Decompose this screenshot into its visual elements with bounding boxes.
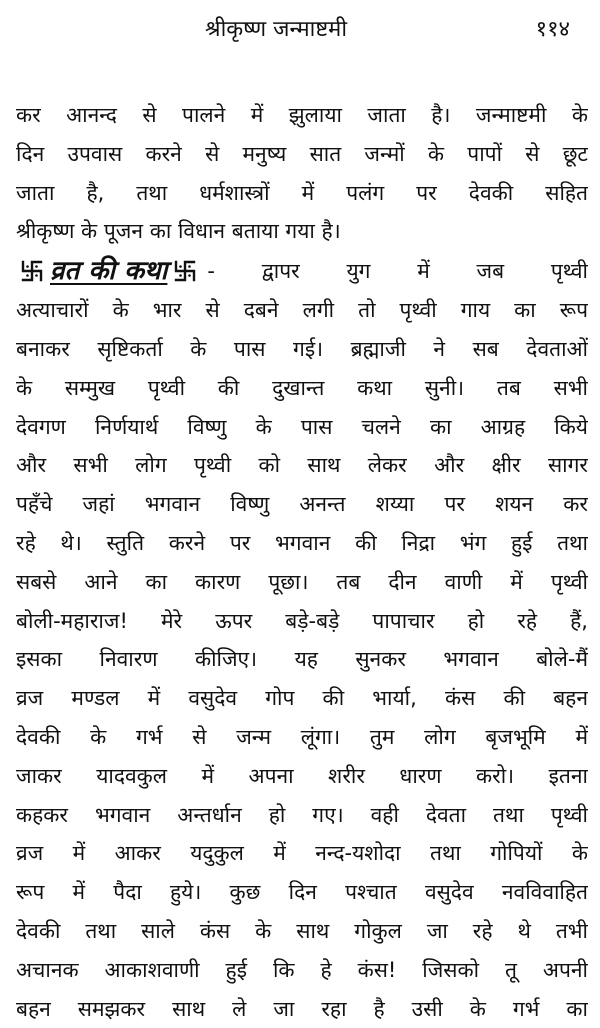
text-line: रहे थे। स्तुति करने पर भगवान की निद्रा भंग हुई तथा (16, 530, 588, 555)
text-line: सबसे आने का कारण पूछा। तब दीन वाणी में पृथ्वी (16, 569, 588, 594)
text-line: श्रीकृष्ण के पूजन का विधान बताया गया है। (16, 219, 341, 244)
text-line: पहँचे जहां भगवान विष्णु अनन्त शय्या पर शयन कर (16, 492, 588, 517)
running-title: श्रीकृष्ण जन्माष्टमी (205, 17, 348, 42)
text-line: के सम्मुख पृथ्वी की दुखान्त कथा सुनी। तब सभी (16, 375, 588, 400)
text-line: कर आनन्द से पालने में झुलाया जाता है। जन्माष्टमी के (16, 103, 588, 127)
katha-first-line-text: - द्वापर युग में जब पृथ्वी (207, 259, 588, 284)
swastika-icon (173, 259, 197, 283)
text-line: व्रज मण्डल में वसुदेव गोप की भार्या, कंस की बहन (16, 686, 588, 711)
text-line: देवगण निर्णयार्थ विष्णु के पास चलने का आग्रह किये (16, 414, 588, 439)
swastika-icon (20, 259, 44, 283)
text-line: बहन समझकर साथ ले जा रहा है उसी के गर्भ का (16, 996, 588, 1021)
text-line: दिन उपवास करने से मनुष्य सात जन्मों के पापों से छूट (16, 141, 588, 166)
text-line: बोली-महाराज! मेरे ऊपर बड़े-बड़े पापाचार हो रहे हैं, (16, 608, 588, 633)
body-text (16, 96, 588, 1028)
text-line: और सभी लोग पृथ्वी को साथ लेकर और क्षीर सागर (16, 453, 588, 478)
text-line: देवकी के गर्भ से जन्म लूंगा। तुम लोग बृजभूमि में (16, 724, 588, 749)
text-line: अचानक आकाशवाणी हुई कि हे कंस! जिसको तू अपनी (16, 957, 588, 982)
running-header (0, 14, 600, 46)
text-line: कहकर भगवान अन्तर्धान हो गए। वही देवता तथा पृथ्वी (16, 802, 588, 827)
page-number: ११४ (535, 17, 570, 42)
paragraph-1 (16, 96, 588, 251)
text-line: देवकी तथा साले कंस के साथ गोकुल जा रहे थे तभी (16, 918, 588, 943)
text-line: व्रज में आकर यदुकुल में नन्द-यशोदा तथा गोपियों के (16, 841, 588, 866)
text-line: बनाकर सृष्टिकर्ता के पास गई। ब्रह्माजी ने सब देवताओं (16, 336, 588, 361)
text-line: इसका निवारण कीजिए। यह सुनकर भगवान बोले-मैं (16, 647, 588, 672)
katha-heading-line (16, 251, 588, 291)
katha-section (16, 251, 588, 1028)
katha-heading: व्रत की कथा (50, 256, 168, 287)
text-line: अत्याचारों के भार से दबने लगी तो पृथ्वी गाय का रूप (16, 298, 588, 323)
text-line: जाता है, तथा धर्मशास्त्रों में पलंग पर देवकी सहित (16, 180, 588, 205)
text-line: जाकर यादवकुल में अपना शरीर धारण करो। इतना (16, 763, 588, 788)
text-line: रूप में पैदा हुये। कुछ दिन पश्चात वसुदेव नवविवाहित (16, 880, 588, 905)
